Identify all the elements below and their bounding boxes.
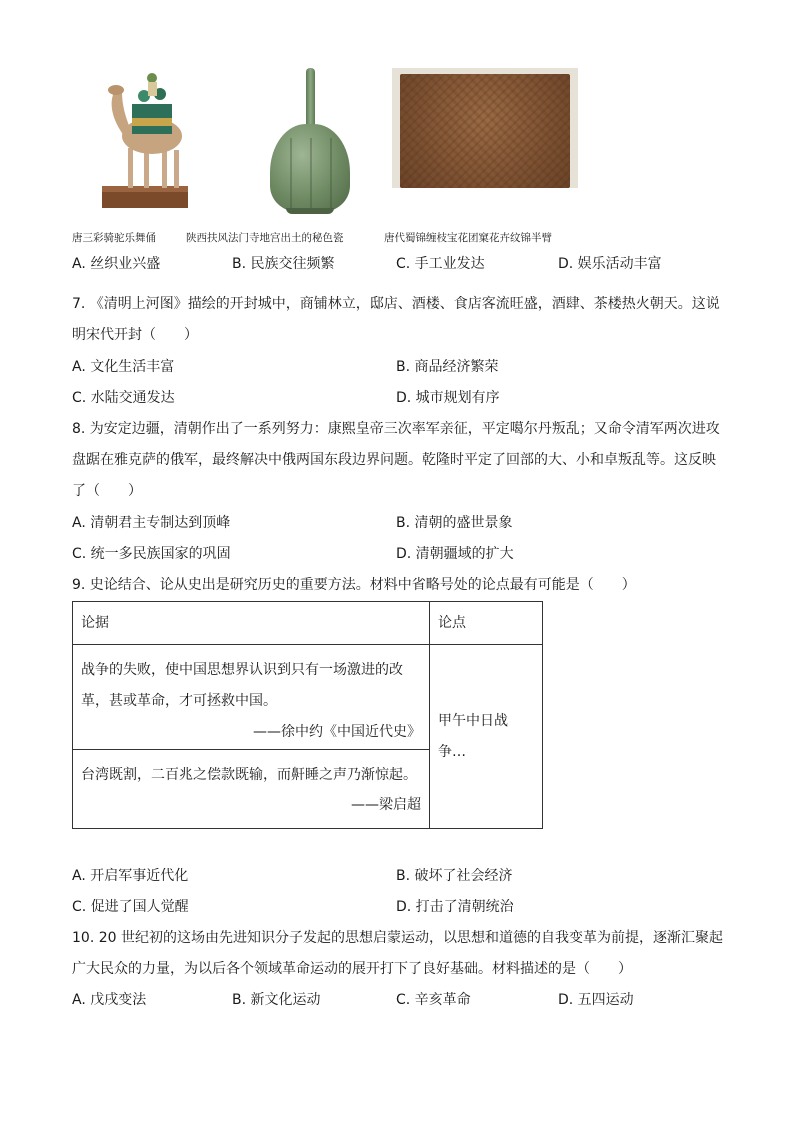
q10-option-b[interactable]: B. 新文化运动 [232,992,321,1008]
q7-option-a[interactable]: A. 文化生活丰富 [72,359,175,375]
argument-line-2: 争… [438,743,466,760]
q6-option-c[interactable]: C. 手工业发达 [396,256,485,272]
table-header-argument-cell [430,602,543,645]
evidence-1-source: ——徐中约《中国近代史》 [253,724,421,740]
camel-figurine-icon [100,66,192,212]
evidence-1-line-2: 革，甚或革命，才可拯救中国。 [81,693,277,709]
q8-option-a[interactable]: A. 清朝君主专制达到顶峰 [72,515,231,531]
q9-option-b[interactable]: B. 破坏了社会经济 [396,868,513,884]
argument-line-1: 甲午中日战 [438,712,508,729]
q8-option-b[interactable]: B. 清朝的盛世景象 [396,515,513,531]
brocade-garment-image [392,68,578,194]
q8-stem-line-3: 了（ ） [72,483,142,499]
q8-option-d[interactable]: D. 清朝疆域的扩大 [396,546,514,562]
q8-stem-line-2: 盘踞在雅克萨的俄军，最终解决中俄两国东段边界问题。乾隆时平定了回部的大、小和卓叛乱等。这反映 [72,452,716,468]
table-header-evidence: 论据 [81,615,109,631]
vase-foot [286,208,334,214]
celadon-vase-image [268,68,354,216]
caption-camel: 唐三彩骑驼乐舞俑 [72,232,156,244]
q7-option-d[interactable]: D. 城市规划有序 [396,390,500,406]
q9-option-c[interactable]: C. 促进了国人觉醒 [72,899,189,915]
q7-stem-line-1: 7. 《清明上河图》描绘的开封城中，商铺林立，邸店、酒楼、食店客流旺盛，酒肆、茶楼热火朝天。这说 [72,296,720,312]
table-header-argument: 论点 [438,615,466,631]
q10-stem-line-1: 10. 20 世纪初的这场由先进知识分子发起的思想启蒙运动，以思想和道德的自我变革为前提，逐渐汇聚起 [72,930,723,946]
evidence-1-line-1: 战争的失败，使中国思想界认识到只有一场激进的改 [81,662,403,678]
camel-figurine-image [100,66,192,212]
q9-option-a[interactable]: A. 开启军事近代化 [72,868,189,884]
evidence-2-line: 台湾既割，二百兆之偿款既输，而鼾睡之声乃渐惊起。 [81,767,417,783]
q7-option-c[interactable]: C. 水陆交通发达 [72,390,175,406]
q10-option-c[interactable]: C. 辛亥革命 [396,992,471,1008]
q10-option-d[interactable]: D. 五四运动 [558,992,634,1008]
table-evidence-2-cell [73,750,430,829]
vase-neck [306,68,315,132]
q7-stem-line-2: 明宋代开封（ ） [72,327,198,343]
caption-brocade: 唐代蜀锦缠枝宝花团窠花卉纹锦半臂 [384,232,552,244]
evidence-2-source: ——梁启超 [351,797,421,813]
brocade-fabric [400,74,570,188]
q9-evidence-table [72,601,543,829]
table-evidence-1-cell [73,645,430,750]
q7-option-b[interactable]: B. 商品经济繁荣 [396,359,499,375]
table-header-evidence-cell [73,602,430,645]
q8-option-c[interactable]: C. 统一多民族国家的巩固 [72,546,231,562]
table-argument-cell [430,645,543,829]
q6-option-d[interactable]: D. 娱乐活动丰富 [558,256,662,272]
q9-stem-line: 9. 史论结合、论从史出是研究历史的重要方法。材料中省略号处的论点最有可能是（ ） [72,577,636,593]
caption-vase: 陕西扶风法门寺地宫出土的秘色瓷 [186,232,344,244]
q6-option-a[interactable]: A. 丝织业兴盛 [72,256,161,272]
q8-stem-line-1: 8. 为安定边疆，清朝作出了一系列努力：康熙皇帝三次率军亲征，平定噶尔丹叛乱；又命令清军两次进攻 [72,421,720,437]
q10-stem-line-2: 广大民众的力量，为以后各个领域革命运动的展开打下了良好基础。材料描述的是（ ） [72,961,632,977]
q10-option-a[interactable]: A. 戊戌变法 [72,992,147,1008]
q9-option-d[interactable]: D. 打击了清朝统治 [396,899,514,915]
q6-option-b[interactable]: B. 民族交往频繁 [232,256,335,272]
